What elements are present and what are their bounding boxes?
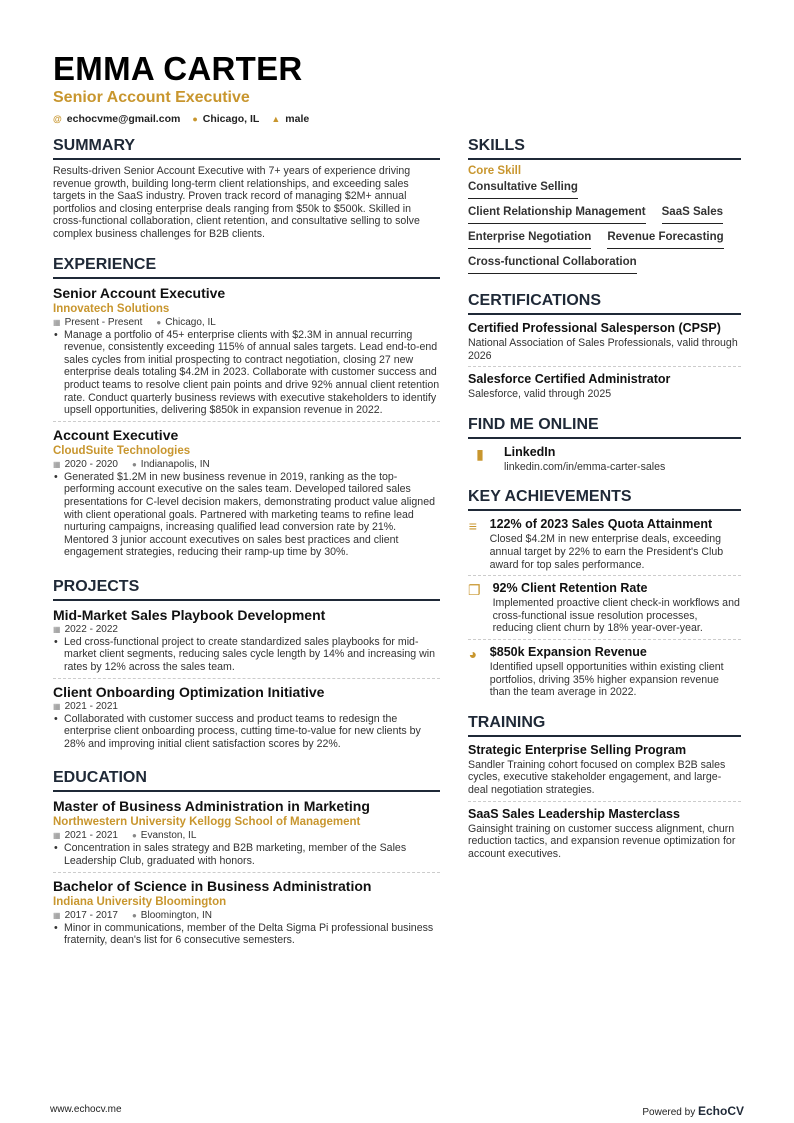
training-name: SaaS Sales Leadership Masterclass bbox=[468, 806, 680, 821]
online-label: LinkedIn bbox=[504, 444, 556, 459]
achievement-item bbox=[468, 644, 741, 699]
location-pin-icon: ● bbox=[192, 114, 198, 124]
education-entry bbox=[53, 797, 440, 867]
skill-group: Core Skill bbox=[468, 165, 522, 177]
bullet: • Generated $1.2M in new business revenue in 2019, ranking as the top-performing account executive on the sales team. Developed tailored sales presentations for C-level decision makers, demonstrating product value aligned with client operational goals. Partnered with marketing teams to refine lead nurturing campaigns, increasing qualified lead conversion rate by 21%. Mentored 3 junior account executives on sales best practices and client engagement strategies, reducing their ramp-up time by 30%. bbox=[53, 471, 440, 559]
degree: Master of Business Administration in Marketing bbox=[53, 798, 370, 815]
skill-tag: Cross-functional Collaboration bbox=[468, 254, 637, 274]
candidate-title: Senior Account Executive bbox=[53, 89, 250, 106]
candidate-name: EMMA CARTER bbox=[53, 50, 303, 87]
online-url[interactable]: linkedin.com/in/emma-carter-sales bbox=[504, 460, 666, 473]
footer-site[interactable]: www.echocv.me bbox=[50, 1104, 122, 1115]
person-icon: ▲ bbox=[271, 114, 281, 124]
skill-tag: Enterprise Negotiation bbox=[468, 229, 591, 249]
dates: 2022 - 2022 bbox=[64, 623, 118, 635]
experience-entry bbox=[53, 426, 440, 559]
dates: 2020 - 2020 bbox=[64, 458, 118, 470]
bullet: • Manage a portfolio of 45+ enterprise clients with $2.3M in annual recurring revenue, consistently exceeding 115% of annual sales targets. Lead end-to-end sales cycles from initial prospecting to contract negotiation, closing 27 new enterprise deals totaling $4.2M in 2023. Collaborate with customer success and product teams to resolve client pain points and drive 92% annual client retention rate. Conduct quarterly business reviews with executive stakeholders to identify upsell opportunities, delivering $850k in expansion revenue in 2022. bbox=[53, 329, 440, 417]
section-training: TRAINING bbox=[468, 713, 741, 737]
dates: Present - Present bbox=[64, 316, 143, 328]
achievement-desc: Identified upsell opportunities within existing client portfolios, driving 35% higher expansion revenue than the team average in 2022. bbox=[489, 660, 724, 699]
education-entry bbox=[53, 877, 440, 947]
training-desc: Sandler Training cohort focused on complex B2B sales cycles, executive stakeholder engagement, and large-deal negotiation strategies. bbox=[468, 758, 726, 796]
dates: 2021 - 2021 bbox=[64, 700, 118, 712]
skill-tag: SaaS Sales bbox=[662, 204, 723, 224]
skill-tag: Consultative Selling bbox=[468, 179, 578, 199]
achievement-item bbox=[468, 516, 741, 571]
calendar-icon: ▦ bbox=[53, 910, 61, 920]
achievement-title: 92% Client Retention Rate bbox=[492, 581, 648, 596]
location-pin-icon: ● bbox=[156, 317, 162, 327]
calendar-icon: ▦ bbox=[53, 624, 61, 634]
resume-header bbox=[53, 50, 309, 125]
project-name: Mid-Market Sales Playbook Development bbox=[53, 606, 326, 623]
experience-entry bbox=[53, 284, 440, 417]
left-column bbox=[53, 136, 440, 951]
bullet: • Minor in communications, member of the Delta Sigma Pi professional business fraternity, dean's list for 6 consecutive semesters. bbox=[53, 922, 440, 947]
calendar-icon: ▦ bbox=[53, 459, 61, 469]
achievement-item bbox=[468, 580, 741, 635]
project-entry bbox=[53, 606, 440, 674]
skill-tag: Client Relationship Management bbox=[468, 204, 646, 224]
copy-icon: ❐ bbox=[468, 582, 481, 599]
right-column bbox=[468, 136, 741, 860]
section-find-me-online: FIND ME ONLINE bbox=[468, 415, 741, 439]
section-education: EDUCATION bbox=[53, 768, 440, 792]
at-icon: @ bbox=[53, 114, 62, 124]
project-name: Client Onboarding Optimization Initiative bbox=[53, 683, 325, 700]
location-pin-icon: ● bbox=[131, 910, 137, 920]
gender: male bbox=[285, 113, 310, 125]
school: Northwestern University Kellogg School of Management bbox=[53, 816, 361, 829]
achievement-title: $850k Expansion Revenue bbox=[489, 644, 647, 659]
company: CloudSuite Technologies bbox=[53, 444, 191, 457]
bullet: • Collaborated with customer success and product teams to redesign the enterprise client onboarding process, cutting time-to-value for new clients by 28% and improving initial client satisfaction scores by 22%. bbox=[53, 713, 440, 751]
cert-desc: National Association of Sales Professionals, valid through 2026 bbox=[468, 337, 738, 362]
bullet: • Concentration in sales strategy and B2B marketing, member of the Sales Leadership Club, graduated with honors. bbox=[53, 842, 440, 867]
section-summary: SUMMARY bbox=[53, 136, 440, 160]
job-role: Senior Account Executive bbox=[53, 284, 226, 301]
brand-logo[interactable]: EchoCV bbox=[697, 1104, 744, 1118]
list-icon: ≡ bbox=[468, 518, 477, 535]
skill-tag: Revenue Forecasting bbox=[607, 229, 723, 249]
achievement-desc: Closed $4.2M in new enterprise deals, exceeding annual target by 22% to earn the President's Club award for top sales performance. bbox=[489, 533, 724, 571]
section-projects: PROJECTS bbox=[53, 577, 440, 601]
school-location: Evanston, IL bbox=[140, 830, 197, 842]
pie-chart-icon: ◕ bbox=[468, 645, 478, 662]
job-location: Chicago, IL bbox=[165, 316, 216, 328]
online-link bbox=[468, 444, 741, 474]
achievement-title: 122% of 2023 Sales Quota Attainment bbox=[489, 517, 713, 532]
cert-name: Certified Professional Salesperson (CPSP) bbox=[468, 321, 721, 335]
section-certifications: CERTIFICATIONS bbox=[468, 291, 741, 315]
contact-row bbox=[53, 113, 309, 125]
email[interactable]: echocvme@gmail.com bbox=[66, 113, 181, 125]
bullet: • Led cross-functional project to create standardized sales playbooks for mid-market client segments, reducing sales cycle length by 14% and increasing win rates by 12% across the sales team. bbox=[53, 636, 440, 674]
section-key-achievements: KEY ACHIEVEMENTS bbox=[468, 487, 741, 511]
cert-name: Salesforce Certified Administrator bbox=[468, 372, 671, 387]
school: Indiana University Bloomington bbox=[53, 895, 227, 908]
calendar-icon: ▦ bbox=[53, 317, 61, 327]
calendar-icon: ▦ bbox=[53, 701, 61, 711]
section-skills: SKILLS bbox=[468, 136, 741, 160]
job-role: Account Executive bbox=[53, 426, 179, 443]
location: Chicago, IL bbox=[202, 113, 260, 125]
powered-by-label: Powered by bbox=[642, 1107, 696, 1118]
training-desc: Gainsight training on customer success alignment, churn reduction tactics, and expansion revenue optimization for account executives. bbox=[468, 822, 736, 860]
dates: 2017 - 2017 bbox=[64, 909, 118, 921]
cert-desc: Salesforce, valid through 2025 bbox=[468, 388, 612, 401]
degree: Bachelor of Science in Business Administration bbox=[53, 877, 372, 894]
school-location: Bloomington, IN bbox=[140, 909, 212, 921]
training-name: Strategic Enterprise Selling Program bbox=[468, 742, 687, 757]
dates: 2021 - 2021 bbox=[64, 830, 118, 842]
achievement-desc: Implemented proactive client check-in workflows and cross-functional issue resolution processes, reducing client churn by 18% year-over-year. bbox=[492, 597, 740, 635]
project-entry bbox=[53, 683, 440, 751]
calendar-icon: ▦ bbox=[53, 831, 61, 841]
linkedin-icon: ▮ bbox=[476, 445, 484, 462]
section-experience: EXPERIENCE bbox=[53, 255, 440, 279]
location-pin-icon: ● bbox=[131, 459, 137, 469]
footer-powered bbox=[642, 1104, 744, 1118]
company: Innovatech Solutions bbox=[53, 302, 170, 315]
summary-text: Results-driven Senior Account Executive with 7+ years of experience driving revenue growth, building long-term client relationships, and exceeding sales targets in the SaaS industry. Proven track record of managing $2M+ annual portfolios and closing enterprise deals ranging from $50k to $500k. Skilled in cross-functional collaboration, client retention, and consultative selling to solve complex business challenges for B2B clients. bbox=[53, 165, 420, 240]
job-location: Indianapolis, IN bbox=[140, 458, 210, 470]
location-pin-icon: ● bbox=[131, 831, 137, 841]
skills-list bbox=[468, 179, 741, 279]
